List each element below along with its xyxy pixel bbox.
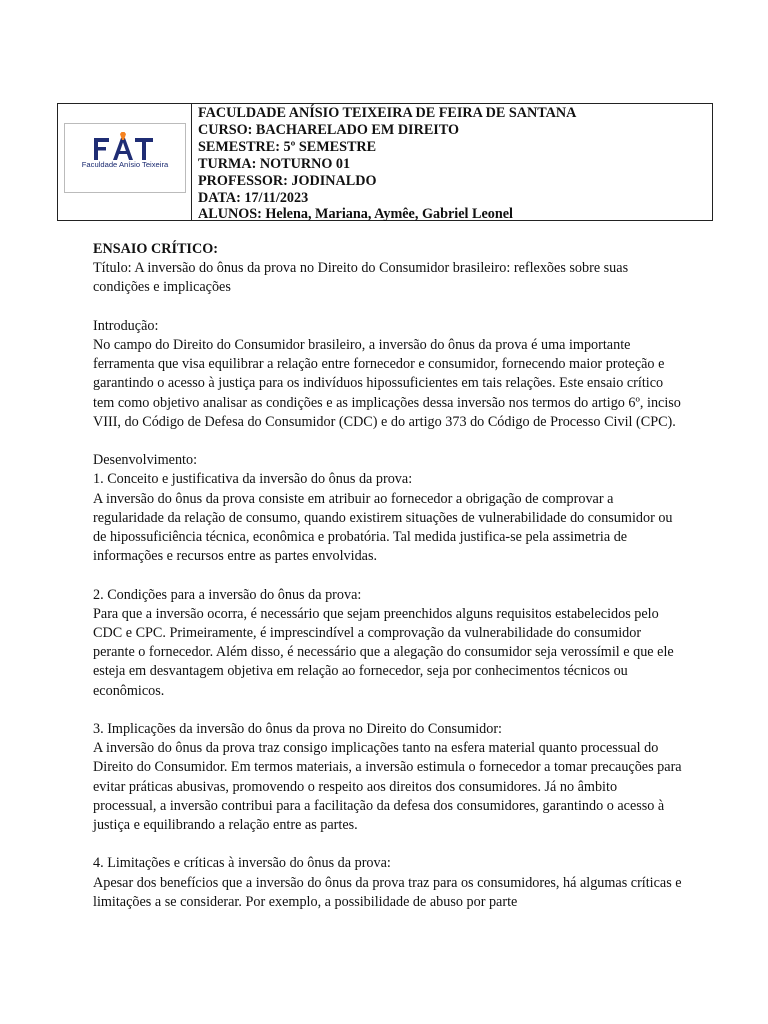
section-2-heading: 2. Condições para a inversão do ônus da prova: (93, 586, 362, 603)
class-group: TURMA: NOTURNO 01 (198, 155, 351, 172)
intro-text: No campo do Direito do Consumidor brasileiro, a inversão do ônus da prova é uma importante ferramenta que visa equilibrar a relação entre fornecedor e consumidor, fornecendo maior proteção e garantindo o acesso à justiça para os indivíduos hipossuficientes em tais relações. Este ensaio crítico tem como objetivo analisar as condições e as implicações dessa inversão nos termos do artigo 6º, inciso VIII, do Código de Defesa do Consumidor (CDC) e do artigo 373 do Código de Processo Civil (CPC). (93, 337, 681, 430)
logo-caption: Faculdade Anísio Teixeira (81, 160, 169, 169)
intro-heading: Introdução: (93, 317, 159, 334)
semester: SEMESTRE: 5º SEMESTRE (198, 138, 377, 155)
section-3-heading: 3. Implicações da inversão do ônus da prova no Direito do Consumidor: (93, 721, 502, 738)
section-4-text: Apesar dos benefícios que a inversão do ônus da prova traz para os consumidores, há algumas críticas e limitações a se considerar. Por exemplo, a possibilidade de abuso por parte (93, 874, 682, 910)
section-1-heading: 1. Conceito e justificativa da inversão do ônus da prova: (93, 471, 413, 488)
essay-heading: ENSAIO CRÍTICO: (93, 241, 218, 257)
date: DATA: 17/11/2023 (198, 189, 309, 206)
essay-title: Título: A inversão do ônus da prova no Direito do Consumidor brasileiro: reflexões sobre suas condições e implicações (93, 260, 629, 296)
essay-body (93, 240, 683, 912)
section-1-text: A inversão do ônus da prova consiste em atribuir ao fornecedor a obrigação de comprovar a regularidade da relação de consumo, quando existirem situações de vulnerabilidade do consumidor ou de hipossuficiência técnica, econômica e probatória. Tal medida justifica-se pela assimetria de informações e recursos entre as partes envolvidas. (93, 490, 673, 565)
development-heading: Desenvolvimento: (93, 452, 198, 469)
header-table (57, 103, 713, 221)
logo-cell (58, 104, 192, 220)
header-info (192, 104, 712, 223)
section-3-text: A inversão do ônus da prova traz consigo implicações tanto na esfera material quanto processual do Direito do Consumidor. Em termos materiais, a inversão estimula o fornecedor a tomar precauções para evitar práticas abusivas, promovendo o respeito aos direitos dos consumidores. Já no âmbito processual, a inversão contribui para a facilitação da defesa dos consumidores, garantindo o acesso à justiça e equilibrando a relação entre as partes. (93, 740, 682, 834)
section-2-text: Para que a inversão ocorra, é necessário que sejam preenchidos alguns requisitos estabelecidos pelo CDC e CPC. Primeiramente, é imprescindível a comprovação da vulnerabilidade do consumidor perante o fornecedor. Além disso, é necessário que a alegação do consumidor seja verossímil e que ele esteja em desvantagem objetiva em relação ao fornecedor, seja por conhecimentos técnicos ou econômicos. (93, 605, 674, 699)
section-4-heading: 4. Limitações e críticas à inversão do ônus da prova: (93, 855, 391, 872)
course: CURSO: BACHARELADO EM DIREITO (198, 121, 460, 138)
professor: PROFESSOR: JODINALDO (198, 172, 377, 189)
institution-logo (64, 123, 186, 193)
students: ALUNOS: Helena, Mariana, Aymêe, Gabriel Leonel (198, 206, 513, 223)
institution-name: FACULDADE ANÍSIO TEIXEIRA DE FEIRA DE SANTANA (198, 105, 577, 121)
